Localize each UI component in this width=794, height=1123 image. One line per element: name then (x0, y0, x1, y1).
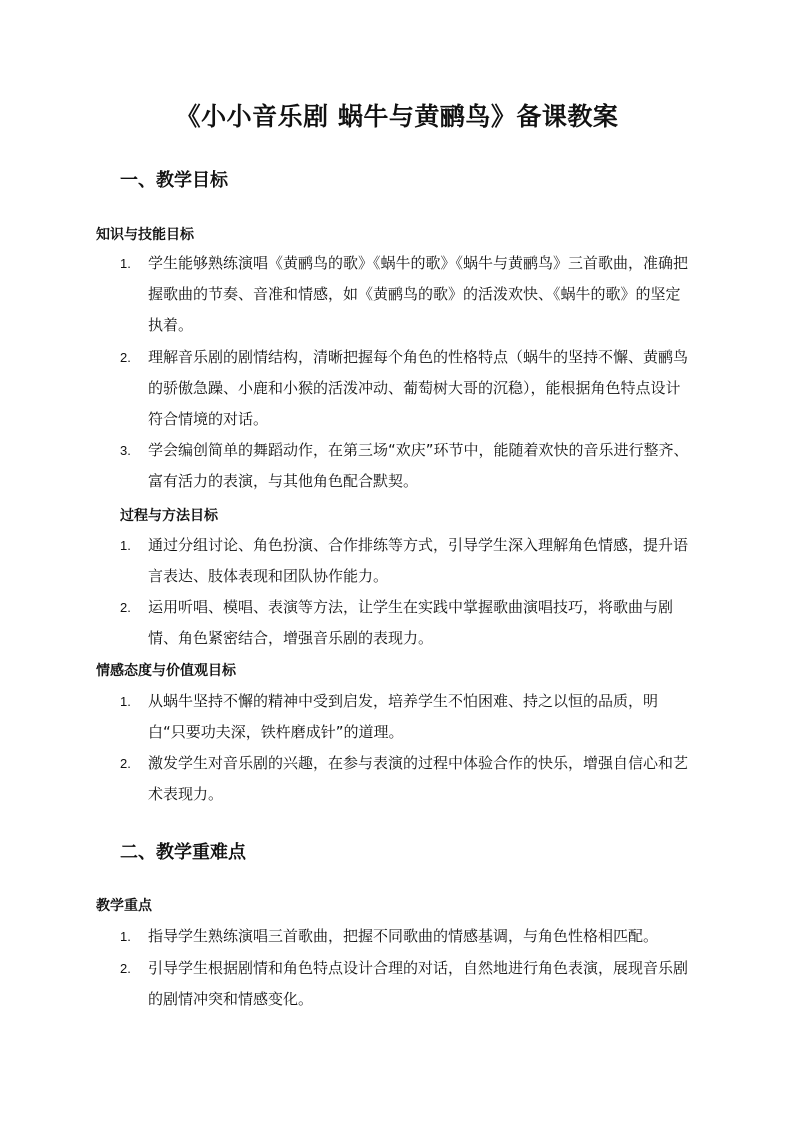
list-item-text: 学会编创简单的舞蹈动作，在第三场“欢庆”环节中，能随着欢快的音乐进行整齐、富有活力的表演，与其他角色配合默契。 (148, 441, 689, 490)
subheading-emotions-values: 情感态度与价值观目标 (96, 663, 236, 679)
list-item (120, 592, 695, 654)
list-item-text: 从蜗牛坚持不懈的精神中受到启发，培养学生不怕困难、持之以恒的品质，明白“只要功夫深，铁杵磨成针”的道理。 (148, 692, 659, 741)
list-item-number: 2. (120, 350, 131, 365)
list-item (120, 248, 695, 341)
list-item-number: 1. (120, 694, 131, 709)
document-title: 《小小音乐剧 蜗牛与黄鹂鸟》备课教案 (175, 102, 619, 131)
list-item (120, 342, 695, 435)
list-item-text: 通过分组讨论、角色扮演、合作排练等方式，引导学生深入理解角色情感，提升语言表达、肢体表现和团队协作能力。 (148, 536, 689, 585)
list-item (120, 435, 695, 497)
list-item-text: 运用听唱、模唱、表演等方法，让学生在实践中掌握歌曲演唱技巧，将歌曲与剧情、角色紧密结合，增强音乐剧的表现力。 (148, 598, 674, 647)
subheading-process-methods: 过程与方法目标 (120, 508, 218, 524)
list-item-number: 1. (120, 538, 131, 553)
list-item-text: 理解音乐剧的剧情结构，清晰把握每个角色的性格特点（蜗牛的坚持不懈、黄鹂鸟的骄傲急躁、小鹿和小猴的活泼冲动、葡萄树大哥的沉稳），能根据角色特点设计符合情境的对话。 (148, 348, 689, 428)
list-item (120, 748, 695, 810)
list-item-text: 激发学生对音乐剧的兴趣，在参与表演的过程中体验合作的快乐，增强自信心和艺术表现力。 (148, 754, 689, 803)
subheading-teaching-focus: 教学重点 (96, 898, 152, 914)
list-item (120, 530, 695, 592)
list-item-text: 引导学生根据剧情和角色特点设计合理的对话，自然地进行角色表演，展现音乐剧的剧情冲突和情感变化。 (148, 959, 689, 1008)
list-item-number: 2. (120, 961, 131, 976)
list-item-text: 学生能够熟练演唱《黄鹂鸟的歌》《蜗牛的歌》《蜗牛与黄鹂鸟》三首歌曲，准确把握歌曲的节奏、音准和情感，如《黄鹂鸟的歌》的活泼欢快、《蜗牛的歌》的坚定执着。 (148, 254, 689, 334)
section-heading-teaching-goals: 一、教学目标 (120, 170, 228, 191)
list-item (120, 686, 695, 748)
list-item-text: 指导学生熟练演唱三首歌曲，把握不同歌曲的情感基调，与角色性格相匹配。 (148, 927, 659, 945)
list-item-number: 2. (120, 600, 131, 615)
list-item (120, 953, 695, 1015)
section-heading-key-difficult-points: 二、教学重难点 (120, 842, 246, 863)
list-item-number: 3. (120, 443, 131, 458)
list-item (120, 921, 695, 952)
list-item-number: 2. (120, 756, 131, 771)
subheading-knowledge-skills: 知识与技能目标 (96, 227, 194, 243)
list-item-number: 1. (120, 256, 131, 271)
list-item-number: 1. (120, 929, 131, 944)
